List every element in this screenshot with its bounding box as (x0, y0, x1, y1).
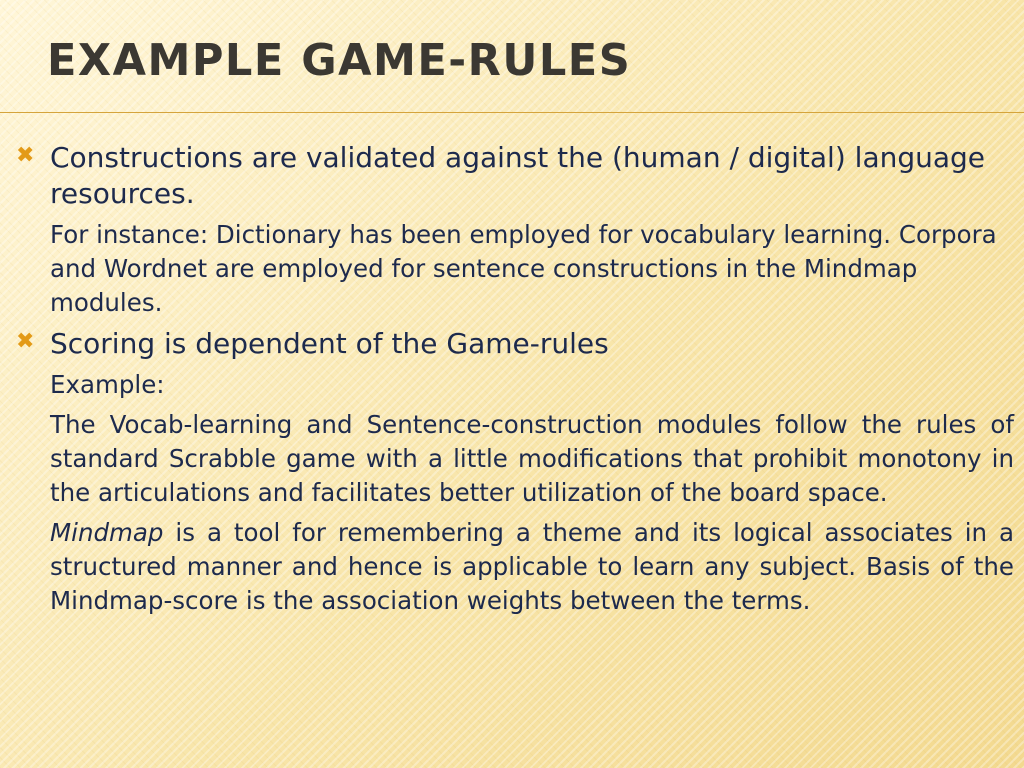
bullet-text: Scoring is dependent of the Game-rules (50, 327, 609, 360)
mindmap-description: is a tool for remembering a theme and its logical associates in a structured manner and hence is applicable to learn any subject. Basis of the Mindmap-score is the association weights between the terms. (50, 518, 1014, 615)
bullet-text: Constructions are validated against the (human / digital) language resources. (50, 141, 986, 210)
bullet-detail: Example: (50, 370, 165, 399)
x-mark-icon: ✖ (16, 143, 35, 168)
x-mark-icon: ✖ (16, 329, 35, 354)
title-divider (0, 112, 1024, 113)
bullet-item (16, 326, 1014, 362)
slide-title: EXAMPLE GAME-RULES (47, 35, 632, 86)
bullet-item (16, 140, 1014, 212)
bullet-detail: For instance: Dictionary has been employed for vocabulary learning. Corpora and Wordnet are employed for sentence constructions in the Mindmap modules. (50, 220, 997, 317)
slide-body (16, 140, 1014, 624)
bullet-detail: The Vocab-learning and Sentence-construction modules follow the rules of standard Scrabble game with a little modifications that prohibit monotony in the articulations and facilitates better utilization of the board space. (50, 410, 1014, 507)
mindmap-term: Mindmap (50, 518, 164, 547)
mindmap-paragraph (50, 516, 1014, 618)
